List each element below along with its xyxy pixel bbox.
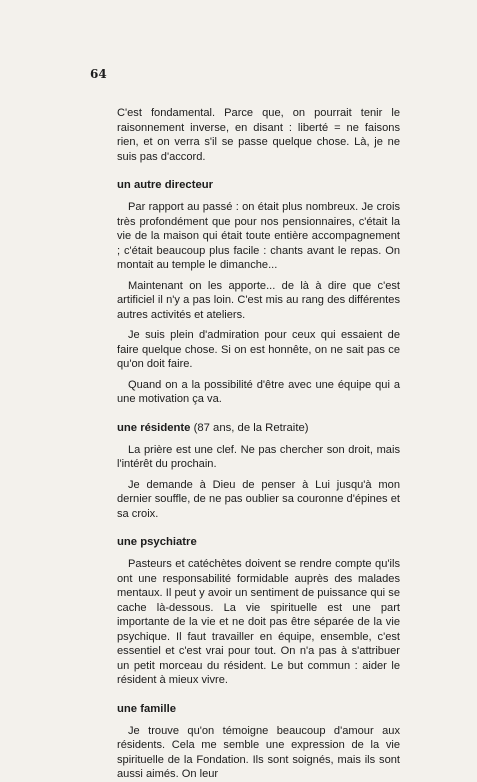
paragraph: Par rapport au passé : on était plus nombreux. Je crois très profondément que pour nos pensionnaires, c'était la vie de la maison qui était toute entière accompagnement ; c'était beaucoup plus facile : chants avant le repas. On montait au temple le dimanche... <box>117 201 400 271</box>
page-number: 64 <box>90 67 107 81</box>
section-heading-text: un autre directeur <box>117 179 214 191</box>
paragraph: Pasteurs et catéchètes doivent se rendre compte qu'ils ont une responsabilité formidable auprès des malades mentaux. Il peut y avoir un sentiment de puissance qui se cache là-dessous. La vie spirituelle est une part importante de la vie et ne doit pas être séparée de la vie psychique. Il faut travailler en équipe, ensemble, c'est essentiel et c'est vrai pour tout. On n'a pas à s'attribuer un petit morceau du résident. Le but commun : aider le résident à mieux vivre. <box>117 558 400 686</box>
section-heading-residente <box>117 421 400 435</box>
section-heading-text: une résidente <box>117 421 191 434</box>
intro-paragraph: C'est fondamental. Parce que, on pourrait tenir le raisonnement inverse, en disant : liberté = ne faisons rien, et on verra s'il se passe quelque chose. Là, je ne suis pas d'accord. <box>117 107 400 163</box>
page-content <box>117 106 400 782</box>
section-heading-text: une psychiatre <box>117 536 197 548</box>
section-heading-note: (87 ans, de la Retraite) <box>193 421 309 434</box>
section-heading-psychiatre <box>117 535 400 549</box>
section-heading-text: une famille <box>117 702 177 715</box>
section-heading-directeur <box>117 178 400 192</box>
paragraph: Je suis plein d'admiration pour ceux qui essaient de faire quelque chose. Si on est honnête, on ne sait pas ce qu'on doit faire. <box>117 329 400 370</box>
paragraph: Maintenant on les apporte... de là à dire que c'est artificiel il n'y a pas loin. C'est mis au rang des différentes autres activités et ateliers. <box>117 279 400 321</box>
paragraph: Je trouve qu'on témoigne beaucoup d'amour aux résidents. Cela me semble une expression de la vie spirituelle de la Fondation. Ils sont soignés, mais ils sont aussi aimés. On leur <box>117 724 400 780</box>
paragraph: La prière est une clef. Ne pas chercher son droit, mais l'intérêt du prochain. <box>117 443 400 470</box>
paragraph: Je demande à Dieu de penser à Lui jusqu'à mon dernier souffle, de ne pas oublier sa couronne d'épines et sa croix. <box>117 478 400 520</box>
section-heading-famille <box>117 702 400 716</box>
paragraph: Quand on a la possibilité d'être avec une équipe qui a une motivation ça va. <box>117 378 400 405</box>
